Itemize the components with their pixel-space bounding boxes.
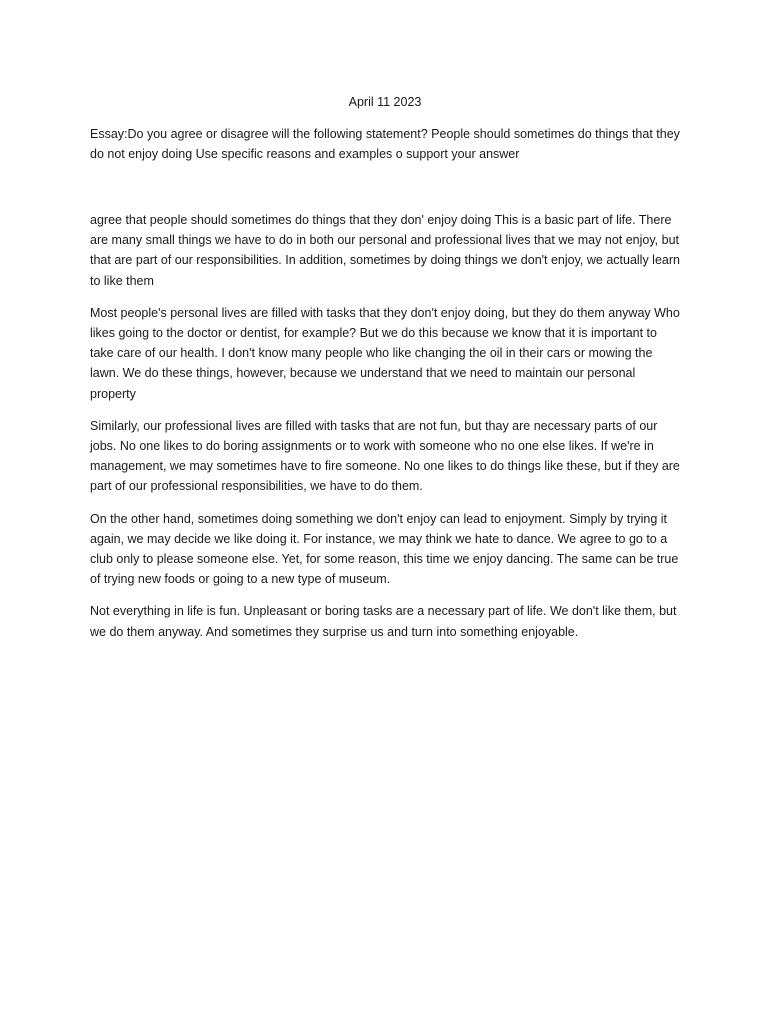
essay-paragraph-5: Not everything in life is fun. Unpleasant or boring tasks are a necessary part of life. We don't like them, but we do them anyway. And sometimes they surprise us and turn into something enjoyable. bbox=[90, 604, 677, 639]
essay-paragraph-1: agree that people should sometimes do things that they don' enjoy doing This is a basic part of life. There are many small things we have to do in both our personal and professional lives that we may not enjoy, but that are part of our responsibilities. In addition, sometimes by doing things we don't enjoy, we actually learn to like them bbox=[90, 213, 680, 288]
document-page bbox=[90, 92, 680, 654]
essay-prompt: Essay:Do you agree or disagree will the following statement? People should sometimes do things that they do not enjoy doing Use specific reasons and examples o support your answer bbox=[90, 127, 680, 161]
essay-paragraph-3: Similarly, our professional lives are filled with tasks that are not fun, but thay are necessary parts of our jobs. No one likes to do boring assignments or to work with someone who no one else likes. If we're in management, we may sometimes have to fire someone. No one likes to do things like these, but if they are part of our professional responsibilities, we have to do them. bbox=[90, 418, 680, 494]
essay-paragraph-4: On the other hand, sometimes doing something we don't enjoy can lead to enjoyment. Simply by trying it again, we may decide we like doing it. For instance, we may think we hate to dance. We agree to go to a club only to please someone else. Yet, for some reason, this time we enjoy dancing. The same can be true of trying new foods or going to a new type of museum. bbox=[90, 511, 679, 587]
document-date: April 11 2023 bbox=[348, 95, 422, 109]
essay-paragraph-2: Most people's personal lives are filled with tasks that they don't enjoy doing, but they do them anyway Who likes going to the doctor or dentist, for example? But we do this because we know that it is important to take care of our health. I don't know many people who like changing the oil in their cars or mowing the lawn. We do these things, however, because we understand that we need to maintain our personal property bbox=[90, 305, 680, 401]
